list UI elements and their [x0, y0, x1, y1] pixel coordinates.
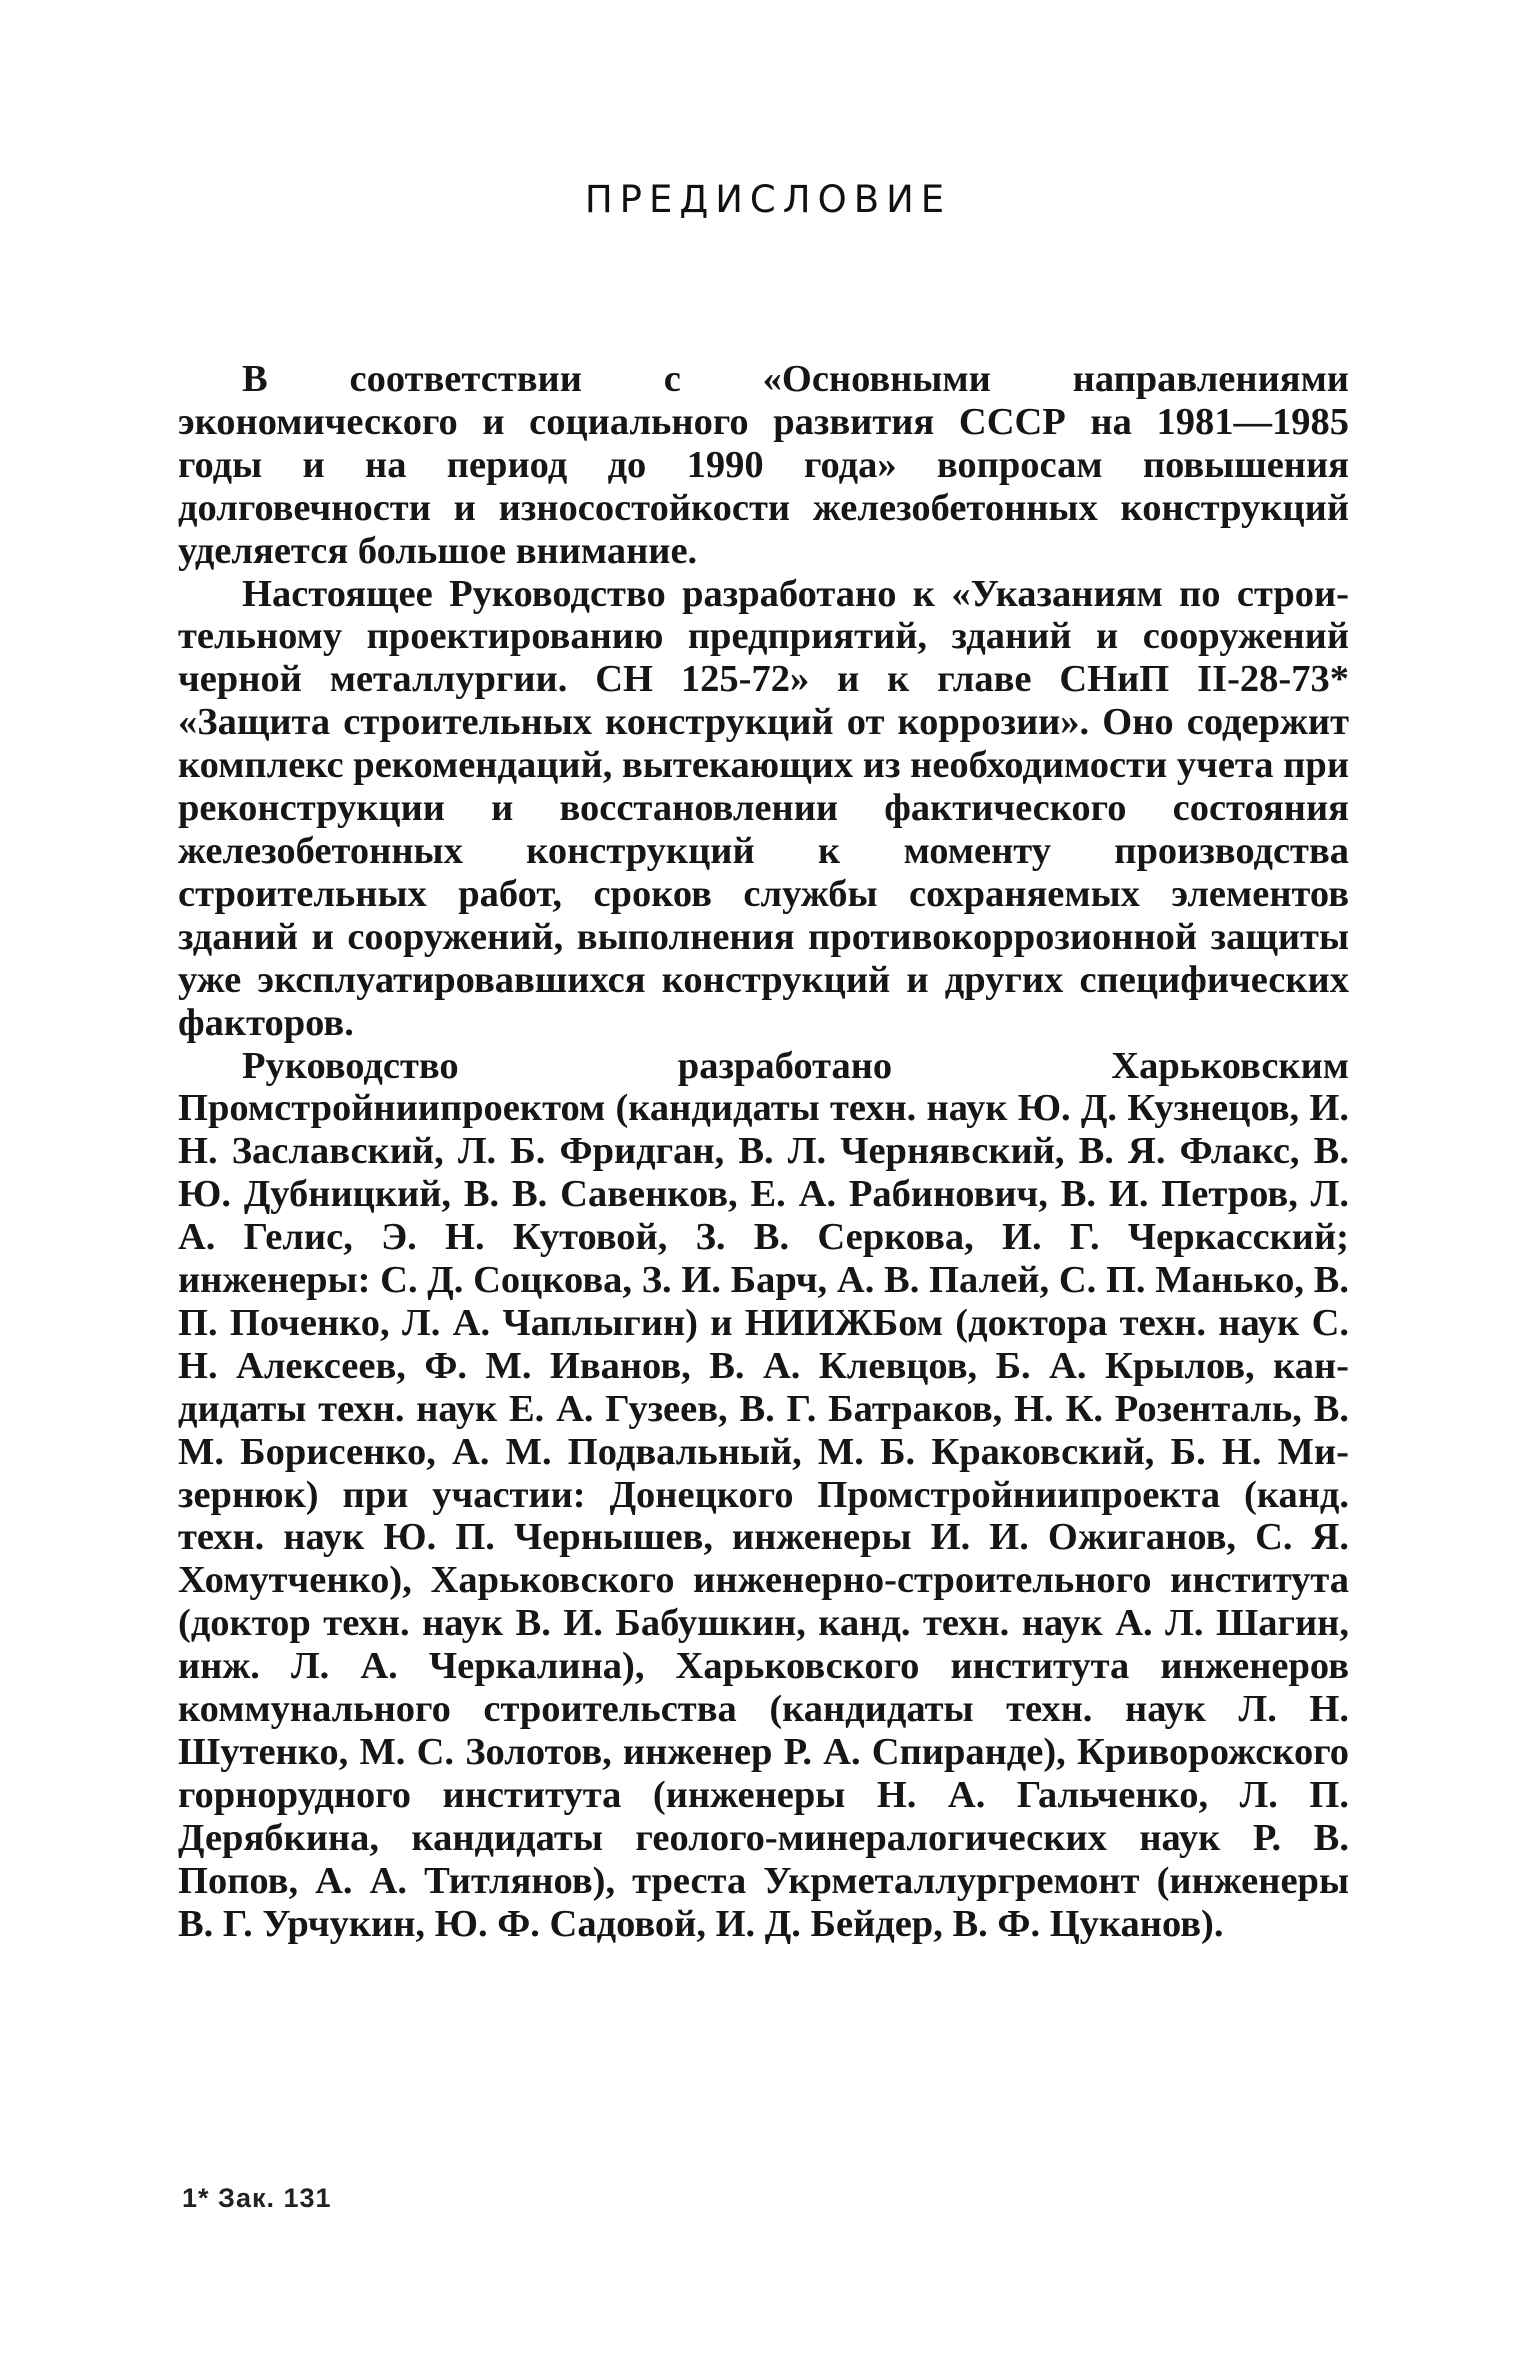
preface-body	[178, 358, 1349, 1946]
page-title: ПРЕДИСЛОВИЕ	[584, 178, 952, 221]
print-order-footer: 1* Зак. 131	[182, 2183, 332, 2213]
paragraph-3: Руководство разработано Харьковским Промстройниипроектом (кандидаты техн. наук Ю. Д. Кузнецов, И. Н. Заславский, Л. Б. Фридган, В. Л. Чернявский, В. Я. Флакс, В. Ю. Дубницкий, В. В. Савенков, Е. А. Рабинович, В. И. Петров, Л. А. Гелис, Э. Н. Кутовой, З. В. Серкова, И. Г. Черкасский; инженеры: С. Д. Соцкова, З. И. Барч, А. В. Палей, С. П. Манько, В. П. Поченко, Л. А. Чаплыгин) и НИИЖБом (доктора техн. наук С. Н. Алексеев, Ф. М. Иванов, В. А. Клевцов, Б. А. Крылов, кандидаты техн. наук Е. А. Гузеев, В. Г. Батраков, Н. К. Розенталь, В. М. Борисенко, А. М. Подвальный, М. Б. Краковский, Б. Н. Мизернюк) при участии: Донецкого Промстройниипроекта (канд. техн. наук Ю. П. Чернышев, инженеры И. И. Ожиганов, С. Я. Хомутченко), Харьковского инженерно-строительного института (доктор техн. наук В. И. Бабушкин, канд. техн. наук А. Л. Шагин, инж. Л. А. Черкалина), Харьковского института инженеров коммунального строительства (кандидаты техн. наук Л. Н. Шутенко, М. С. Золотов, инженер Р. А. Спиранде), Криворожского горнорудного института (инженеры Н. А. Гальченко, Л. П. Дерябкина, кандидаты геолого-минералогических наук Р. В. Попов, А. А. Титлянов), треста Укрметаллургремонт (инженеры В. Г. Урчукин, Ю. Ф. Садовой, И. Д. Бейдер, В. Ф. Цуканов).	[178, 1044, 1349, 1945]
paragraph-1: В соответствии с «Основными направлениями экономического и социального развития СССР на 1981—1985 годы и на период до 1990 года» вопросам повышения долговечности и износостойкости железобетонных конструкций уделяется большое внимание.	[178, 358, 1349, 572]
paragraph-2: Настоящее Руководство разработано к «Указаниям по строительному проектированию предприятий, зданий и сооружений черной металлургии. СН 125-72» и к главе СНиП II-28-73* «Защита строительных конструкций от коррозии». Оно содержит комплекс рекомендаций, вытекающих из необходимости учета при реконструкции и восстановлении фактического состояния железобетонных конструкций к моменту производства строительных работ, сроков службы сохраняемых элементов зданий и сооружений, выполнения противокоррозионной защиты уже эксплуатировавшихся конструкций и других специфических факторов.	[178, 572, 1349, 1044]
